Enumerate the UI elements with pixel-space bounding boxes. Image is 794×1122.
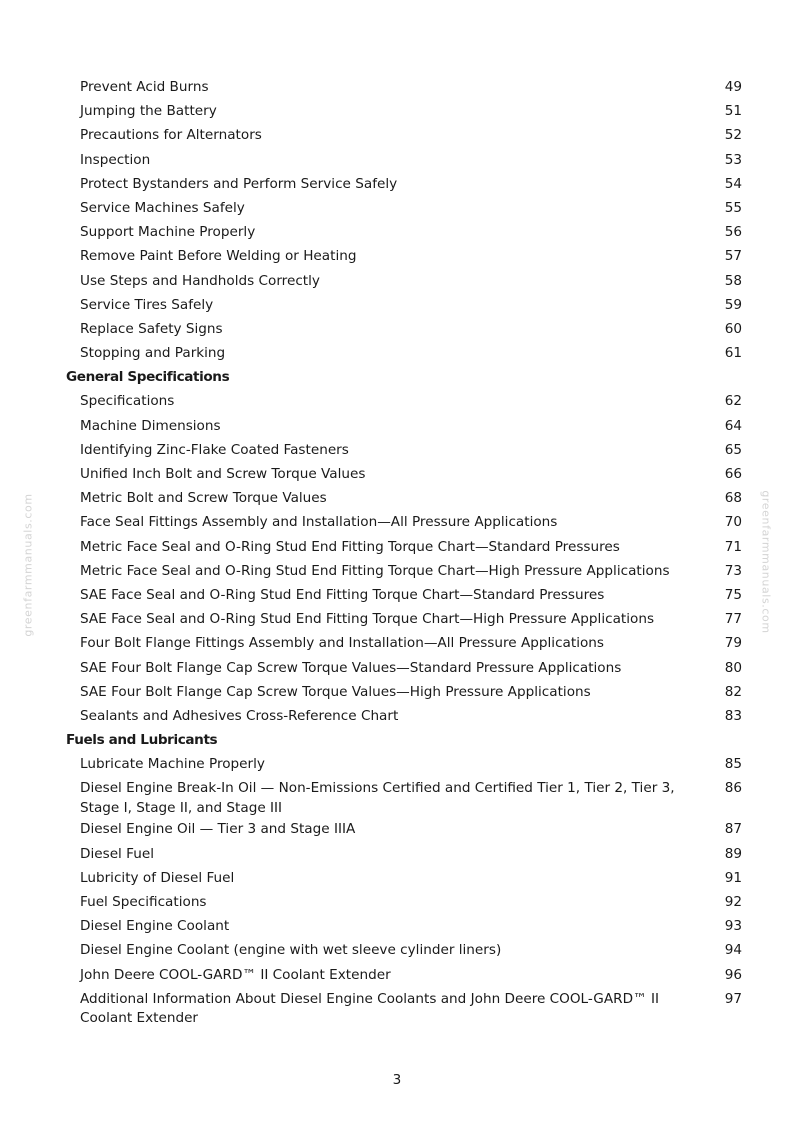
toc-page-number: 52: [724, 127, 742, 144]
toc-entry-title: Precautions for Alternators: [80, 127, 262, 144]
toc-entry: [66, 560, 742, 584]
table-of-contents: [66, 76, 742, 1029]
toc-entry: [66, 294, 742, 318]
toc-entry: [66, 777, 742, 818]
toc-page-number: 85: [724, 756, 742, 773]
toc-entry-title: Machine Dimensions: [80, 417, 221, 434]
toc-entry-title: Identifying Zinc-Flake Coated Fasteners: [80, 441, 349, 458]
toc-entry: [66, 221, 742, 245]
watermark-right: greenfarmmanuals.com: [759, 490, 773, 634]
toc-entry: [66, 681, 742, 705]
toc-entry-title: Diesel Engine Oil — Tier 3 and Stage IIIA: [80, 821, 356, 838]
toc-entry-title: Fuel Specifications: [80, 894, 207, 910]
toc-entry-title: Diesel Engine Coolant (engine with wet sleeve cylinder liners): [80, 942, 502, 959]
toc-page-number: 97: [724, 990, 742, 1007]
toc-entry: [66, 705, 742, 729]
toc-entry-title: Diesel Engine Break-In Oil — Non-Emissions Certified and Certified Tier 1, Tier 2, Tier 3, Stage I, Stage II, and Stage III: [80, 780, 675, 816]
toc-entry-title: SAE Four Bolt Flange Cap Screw Torque Values—High Pressure Applications: [80, 683, 591, 700]
toc-page-number: 49: [724, 79, 742, 95]
toc-page-number: 58: [724, 272, 742, 289]
toc-page-number: 91: [724, 869, 742, 886]
page-number: 3: [392, 1072, 402, 1088]
toc-entry: [66, 390, 742, 414]
watermark-left: greenfarmmanuals.com: [21, 493, 35, 637]
toc-page-number: 57: [724, 248, 742, 265]
toc-entry: [66, 173, 742, 197]
toc-entry: [66, 753, 742, 777]
toc-section-title: General Specifications: [66, 369, 230, 386]
toc-entry: [66, 818, 742, 842]
toc-entry-title: Use Steps and Handholds Correctly: [80, 272, 320, 289]
toc-entry: [66, 439, 742, 463]
toc-page-number: 75: [724, 586, 742, 603]
toc-entry: [66, 245, 742, 269]
toc-page-number: 65: [724, 441, 742, 458]
toc-entry: [66, 891, 742, 915]
toc-page-number: 53: [724, 151, 742, 168]
toc-entry: [66, 100, 742, 124]
toc-page-number: 68: [724, 490, 742, 507]
toc-section-heading: [66, 729, 742, 753]
toc-entry-title: Metric Bolt and Screw Torque Values: [80, 490, 327, 507]
toc-entry-title: Metric Face Seal and O-Ring Stud End Fitting Torque Chart—Standard Pressures: [80, 538, 620, 555]
toc-entry: [66, 511, 742, 535]
toc-entry-title: Service Tires Safely: [80, 296, 214, 313]
toc-entry-title: Service Machines Safely: [80, 199, 245, 216]
toc-entry-title: Metric Face Seal and O-Ring Stud End Fitting Torque Chart—High Pressure Applications: [80, 562, 670, 579]
toc-page-number: 87: [724, 821, 742, 838]
toc-page-number: 59: [724, 296, 742, 313]
toc-page-number: 77: [724, 611, 742, 628]
toc-entry: [66, 76, 742, 100]
toc-page-number: 61: [724, 345, 742, 362]
toc-entry: [66, 657, 742, 681]
toc-page-number: 94: [724, 942, 742, 959]
toc-entry: [66, 939, 742, 963]
toc-entry: [66, 415, 742, 439]
toc-page-number: 66: [724, 466, 742, 482]
toc-entry-title: Support Machine Properly: [80, 224, 256, 241]
toc-page-number: 80: [724, 659, 742, 676]
toc-page-number: 64: [724, 417, 742, 434]
toc-entry-title: Stopping and Parking: [80, 345, 226, 362]
toc-entry-title: Lubricity of Diesel Fuel: [80, 869, 235, 886]
toc-entry-title: Sealants and Adhesives Cross-Reference Chart: [80, 707, 399, 724]
toc-page-number: 73: [724, 562, 742, 579]
toc-entry: [66, 318, 742, 342]
toc-entry-title: Remove Paint Before Welding or Heating: [80, 248, 357, 265]
toc-entry-title: Prevent Acid Burns: [80, 79, 209, 95]
toc-page-number: 55: [724, 199, 742, 216]
toc-page-number: 71: [724, 538, 742, 555]
toc-entry: [66, 584, 742, 608]
toc-page-number: 54: [724, 175, 742, 192]
toc-entry: [66, 487, 742, 511]
toc-section-title: Fuels and Lubricants: [66, 732, 218, 749]
toc-page-number: 82: [724, 683, 742, 700]
toc-entry-title: Unified Inch Bolt and Screw Torque Values: [80, 466, 366, 482]
toc-page-number: 92: [724, 894, 742, 910]
toc-page-number: 62: [724, 393, 742, 410]
toc-entry: [66, 197, 742, 221]
toc-page-number: 60: [724, 320, 742, 337]
toc-entry: [66, 342, 742, 366]
toc-entry: [66, 536, 742, 560]
toc-entry-title: SAE Face Seal and O-Ring Stud End Fitting Torque Chart—Standard Pressures: [80, 586, 605, 603]
toc-entry: [66, 867, 742, 891]
toc-page-number: 56: [724, 224, 742, 241]
toc-page-number: 51: [724, 103, 742, 120]
toc-page-number: 93: [724, 918, 742, 935]
toc-entry: [66, 915, 742, 939]
toc-page-number: 79: [724, 635, 742, 652]
toc-entry-title: Protect Bystanders and Perform Service Safely: [80, 175, 398, 192]
toc-entry: [66, 149, 742, 173]
toc-entry: [66, 964, 742, 988]
toc-page-number: 96: [724, 966, 742, 983]
toc-entry: [66, 124, 742, 148]
toc-entry-title: Specifications: [80, 393, 175, 410]
toc-entry: [66, 632, 742, 656]
toc-entry: [66, 608, 742, 632]
toc-page-number: 86: [724, 780, 742, 797]
toc-entry-title: Face Seal Fittings Assembly and Installation—All Pressure Applications: [80, 514, 558, 531]
toc-section-heading: [66, 366, 742, 390]
toc-entry: [66, 270, 742, 294]
toc-entry: [66, 843, 742, 867]
toc-entry-title: Four Bolt Flange Fittings Assembly and Installation—All Pressure Applications: [80, 635, 604, 652]
toc-page-number: 70: [724, 514, 742, 531]
toc-page-number: 89: [724, 845, 742, 862]
toc-entry-title: Replace Safety Signs: [80, 320, 223, 337]
toc-entry-title: Jumping the Battery: [80, 103, 217, 120]
toc-entry-title: SAE Four Bolt Flange Cap Screw Torque Values—Standard Pressure Applications: [80, 659, 622, 676]
toc-entry-title: SAE Face Seal and O-Ring Stud End Fitting Torque Chart—High Pressure Applications: [80, 611, 655, 628]
toc-entry: [66, 463, 742, 487]
toc-entry-title: John Deere COOL-GARD™ II Coolant Extender: [80, 966, 391, 983]
toc-entry-title: Lubricate Machine Properly: [80, 756, 265, 773]
toc-entry-title: Diesel Fuel: [80, 845, 154, 862]
toc-entry-title: Diesel Engine Coolant: [80, 918, 230, 935]
toc-entry-title: Inspection: [80, 151, 151, 168]
toc-page-number: 83: [724, 707, 742, 724]
toc-entry-title: Additional Information About Diesel Engine Coolants and John Deere COOL-GARD™ II Coolant Extender: [80, 990, 659, 1027]
toc-entry: [66, 988, 742, 1029]
